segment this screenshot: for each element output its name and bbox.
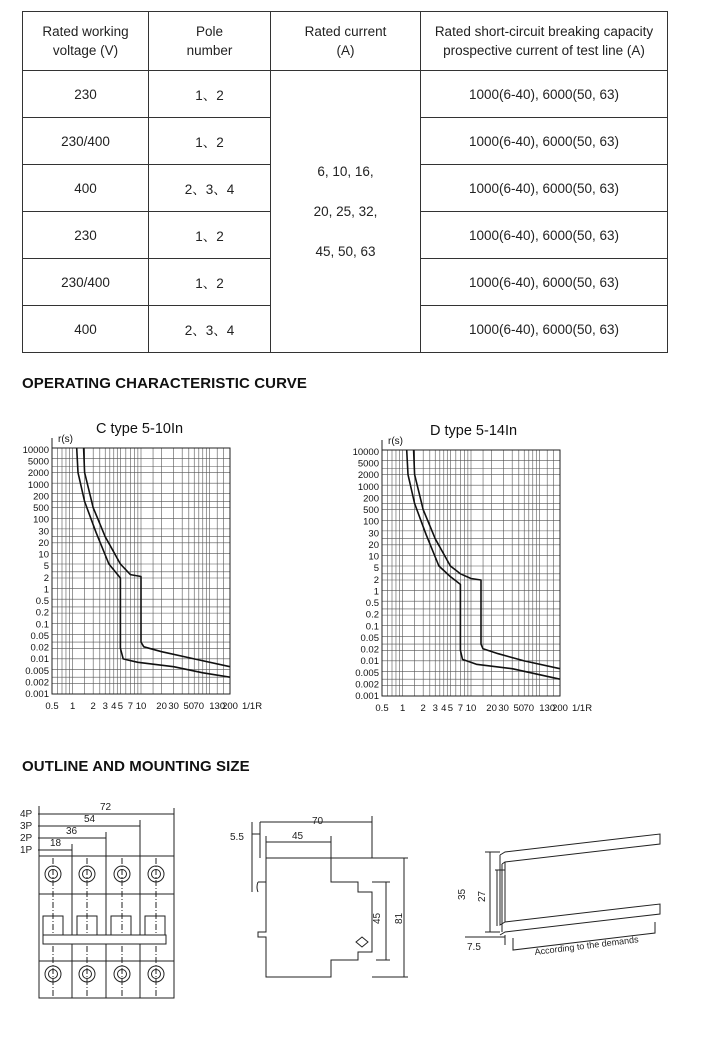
table-row xyxy=(23,71,668,118)
x-tick-label: 130 xyxy=(539,703,556,714)
cell-voltage: 230/400 xyxy=(23,118,149,165)
y-tick-label: 0.005 xyxy=(25,665,49,677)
y-tick-label: 0.1 xyxy=(365,621,379,633)
rail-height-outer: 35 xyxy=(457,888,468,900)
x-tick-label: 3 xyxy=(432,703,438,714)
y-tick-label: 2000 xyxy=(357,470,379,482)
x-tick-label: 200 xyxy=(552,703,568,714)
y-tick-label: 100 xyxy=(33,514,49,526)
y-tick-label: 0.01 xyxy=(360,656,379,668)
cell-poles: 2、3、4 xyxy=(149,165,271,212)
cell-poles: 1、2 xyxy=(149,212,271,259)
x-tick-label: 4 xyxy=(111,701,117,712)
y-tick-label: 0.01 xyxy=(30,654,49,666)
x-axis-label: 1/1R xyxy=(242,701,263,712)
y-tick-label: 1 xyxy=(43,584,49,596)
y-tick-label: 0.05 xyxy=(30,630,49,642)
breaker-side-view xyxy=(228,812,418,988)
x-tick-label: 130 xyxy=(209,701,226,712)
x-tick-label: 4 xyxy=(441,703,447,714)
section-title-curve: OPERATING CHARACTERISTIC CURVE xyxy=(22,375,307,392)
y-tick-label: 0.005 xyxy=(355,667,379,679)
x-tick-label: 50 xyxy=(513,703,525,714)
dim-height-outer: 81 xyxy=(394,912,405,924)
chart-title-d: D type 5-14In xyxy=(430,423,518,439)
y-tick-label: 1 xyxy=(373,586,379,598)
x-tick-label: 30 xyxy=(498,703,509,714)
x-tick-label: 10 xyxy=(135,701,147,712)
y-tick-label: 0.002 xyxy=(25,677,49,689)
dim-height-inner: 45 xyxy=(372,912,383,924)
header-voltage: Rated working voltage (V) xyxy=(23,12,149,71)
x-tick-label: 70 xyxy=(193,701,205,712)
dim-36: 36 xyxy=(66,826,78,837)
cell-poles: 1、2 xyxy=(149,71,271,118)
y-tick-labels xyxy=(23,445,49,700)
y-tick-label: 10000 xyxy=(352,447,379,458)
dim-72: 72 xyxy=(100,802,112,813)
y-tick-label: 0.1 xyxy=(35,619,49,631)
x-tick-label: 20 xyxy=(156,701,167,712)
cell-breaking: 1000(6-40), 6000(50, 63) xyxy=(421,306,668,353)
y-tick-label: 200 xyxy=(363,493,379,505)
cell-poles: 1、2 xyxy=(149,259,271,306)
spec-table xyxy=(22,11,668,353)
chart-grid xyxy=(382,450,560,696)
y-tick-label: 10 xyxy=(38,549,49,561)
y-tick-label: 500 xyxy=(363,505,379,517)
x-tick-label: 5 xyxy=(117,701,124,712)
y-tick-label: 30 xyxy=(38,526,49,538)
cell-breaking: 1000(6-40), 6000(50, 63) xyxy=(421,165,668,212)
y-tick-label: 0.001 xyxy=(25,689,49,700)
y-tick-label: 30 xyxy=(368,528,379,540)
x-tick-labels xyxy=(45,701,238,712)
x-tick-label: 20 xyxy=(486,703,497,714)
y-tick-label: 0.5 xyxy=(35,596,49,608)
x-tick-label: 1 xyxy=(399,703,406,714)
y-tick-label: 10000 xyxy=(22,445,49,456)
y-tick-label: 5 xyxy=(373,563,379,575)
dim-inner: 45 xyxy=(292,831,304,842)
y-tick-label: 20 xyxy=(38,537,49,549)
y-tick-label: 0.05 xyxy=(360,632,379,644)
cell-rated-current: 6, 10, 16, 20, 25, 32, 45, 50, 63 xyxy=(271,71,421,353)
cell-breaking: 1000(6-40), 6000(50, 63) xyxy=(421,118,668,165)
y-tick-label: 10 xyxy=(368,551,379,563)
y-tick-label: 2000 xyxy=(27,468,49,480)
dim-top: 70 xyxy=(312,816,324,827)
y-tick-label: 5000 xyxy=(27,456,49,468)
section-title-outline: OUTLINE AND MOUNTING SIZE xyxy=(22,758,250,775)
pole-label: 4P xyxy=(20,809,33,820)
table-header-row xyxy=(23,12,668,71)
y-tick-label: 500 xyxy=(33,503,49,515)
y-tick-label: 0.02 xyxy=(30,642,49,654)
y-tick-label: 0.001 xyxy=(355,691,379,702)
x-tick-label: 7 xyxy=(457,703,464,714)
chart-grid xyxy=(52,448,230,694)
x-axis-label: 1/1R xyxy=(572,703,593,714)
y-tick-label: 2 xyxy=(43,572,49,584)
y-axis-label: r(s) xyxy=(58,434,73,445)
y-tick-labels xyxy=(353,447,379,702)
header-breaking: Rated short-circuit breaking capacity prospective current of test line (A) xyxy=(421,12,668,71)
cell-breaking: 1000(6-40), 6000(50, 63) xyxy=(421,71,668,118)
y-tick-label: 1000 xyxy=(27,479,49,491)
x-tick-label: 0.5 xyxy=(375,703,389,714)
dim-54: 54 xyxy=(84,814,96,825)
y-tick-label: 0.02 xyxy=(360,644,379,656)
cell-breaking: 1000(6-40), 6000(50, 63) xyxy=(421,259,668,306)
y-tick-label: 0.2 xyxy=(365,609,379,621)
y-tick-label: 5000 xyxy=(357,458,379,470)
x-tick-label: 5 xyxy=(447,703,454,714)
x-tick-labels xyxy=(375,703,568,714)
cell-poles: 2、3、4 xyxy=(149,306,271,353)
breaker-front-view xyxy=(18,796,188,1001)
y-tick-label: 0.5 xyxy=(365,598,379,610)
dim-left: 5.5 xyxy=(230,832,244,843)
cell-poles: 1、2 xyxy=(149,118,271,165)
y-tick-label: 20 xyxy=(368,539,379,551)
y-tick-label: 2 xyxy=(373,574,379,586)
rail-length-note: According to the demands xyxy=(534,934,640,957)
x-tick-label: 1 xyxy=(69,701,76,712)
y-tick-label: 1000 xyxy=(357,481,379,493)
y-tick-label: 5 xyxy=(43,561,49,573)
pole-label: 2P xyxy=(20,833,33,844)
c-type-curve-chart xyxy=(0,426,290,718)
cell-voltage: 230/400 xyxy=(23,259,149,306)
x-tick-label: 70 xyxy=(523,703,535,714)
chart-title-c: C type 5-10In xyxy=(96,421,184,437)
y-tick-label: 100 xyxy=(363,516,379,528)
rail-height-inner: 27 xyxy=(477,890,488,902)
x-tick-label: 50 xyxy=(183,701,195,712)
dim-18: 18 xyxy=(50,838,62,849)
pole-label: 1P xyxy=(20,845,33,856)
y-tick-label: 200 xyxy=(33,491,49,503)
header-poles: Pole number xyxy=(149,12,271,71)
cell-breaking: 1000(6-40), 6000(50, 63) xyxy=(421,212,668,259)
y-axis-label: r(s) xyxy=(388,436,403,447)
cell-voltage: 400 xyxy=(23,306,149,353)
x-tick-label: 3 xyxy=(102,701,108,712)
y-tick-label: 0.002 xyxy=(355,679,379,691)
x-tick-label: 10 xyxy=(465,703,477,714)
d-type-curve-chart xyxy=(330,428,620,720)
header-current: Rated current (A) xyxy=(271,12,421,71)
cell-voltage: 230 xyxy=(23,71,149,118)
x-tick-label: 7 xyxy=(127,701,134,712)
x-tick-label: 2 xyxy=(420,703,426,714)
din-rail-view xyxy=(445,830,670,960)
x-tick-label: 30 xyxy=(168,701,179,712)
y-tick-label: 0.2 xyxy=(35,607,49,619)
rail-flange: 7.5 xyxy=(467,942,481,953)
x-tick-label: 0.5 xyxy=(45,701,59,712)
cell-voltage: 230 xyxy=(23,212,149,259)
pole-label: 3P xyxy=(20,821,33,832)
cell-voltage: 400 xyxy=(23,165,149,212)
x-tick-label: 200 xyxy=(222,701,238,712)
x-tick-label: 2 xyxy=(90,701,96,712)
